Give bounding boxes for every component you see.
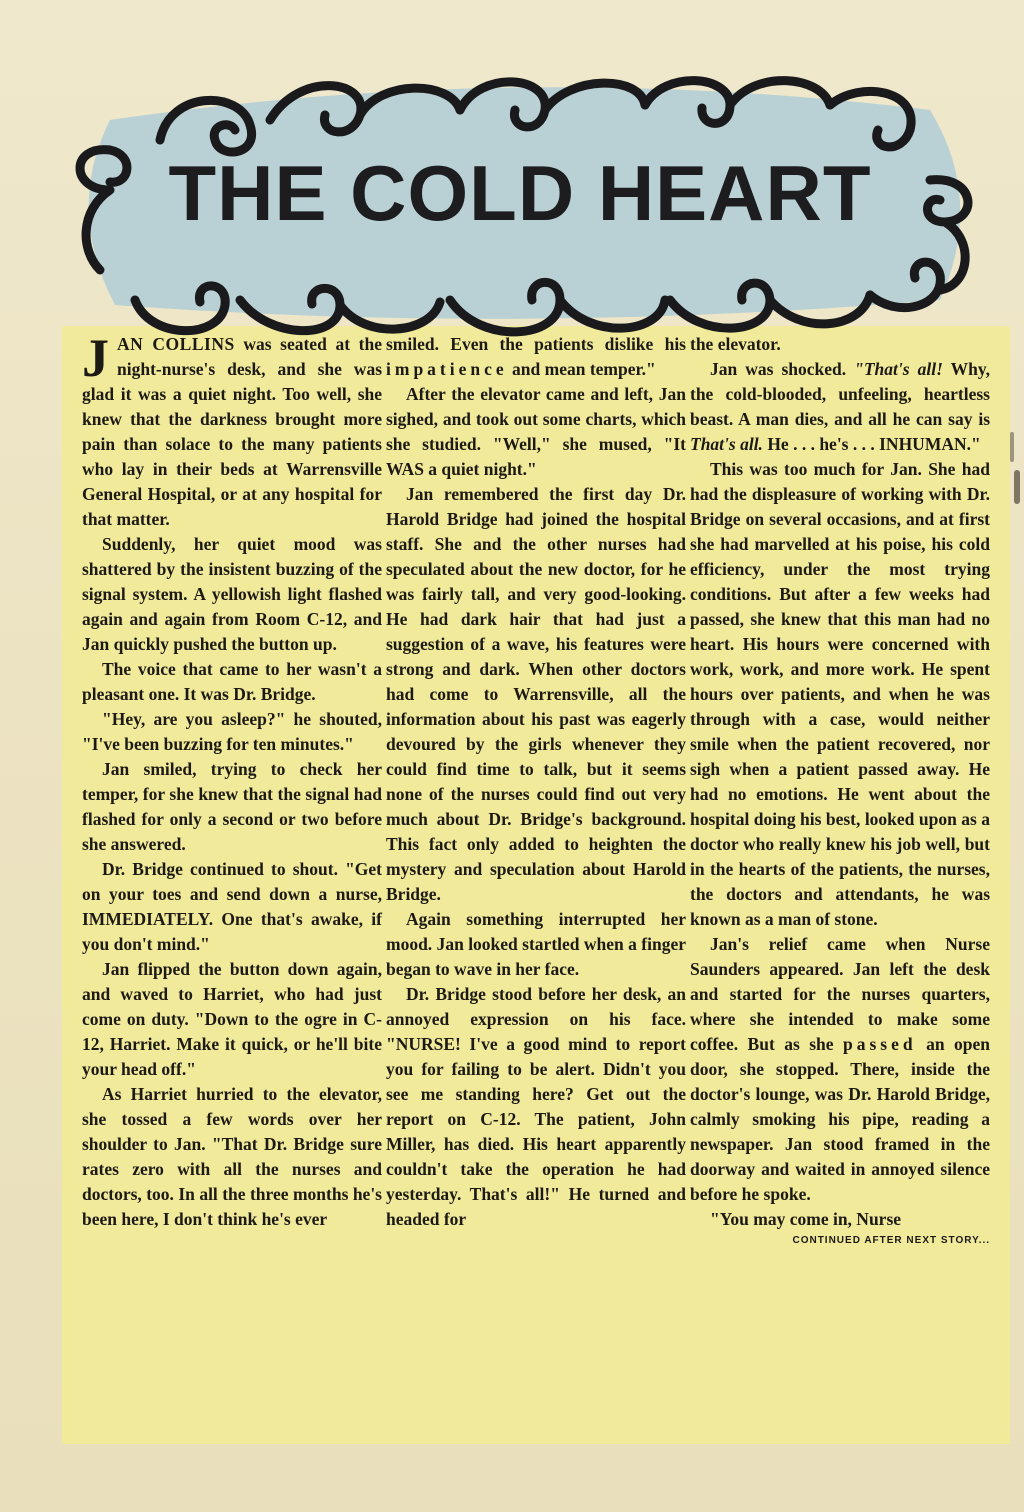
paragraph: Jan flipped the button down again, and waved to Harriet, who had just come on duty. "Down to the ogre in C-12, Harriet. Make it quick, or he'll bite your head off." (82, 959, 382, 1079)
paragraph-text: and mean temper." (507, 359, 656, 379)
spaced-emphasis: passed (843, 1034, 917, 1054)
paragraph-text: was seated at the night-nurse's desk, and she was glad it was a quiet night. Too well, she knew that the darkness brought more pain than solace to the many patients who lay in their beds at Warrensville General Hospital, or at any hospital for that matter. (82, 334, 382, 529)
paragraph-text: He . . . he's . . . INHUMAN." (762, 434, 981, 454)
paragraph: After the elevator came and left, Jan sighed, and took out some charts, which she studied. "Well," she mused, "It WAS a quiet night." (386, 384, 686, 479)
paragraph (82, 328, 382, 532)
paragraph: Jan remembered the first day Dr. Harold Bridge had joined the hospital staff. She and the other nurses had speculated about the new doctor, for he was fairly tall, and very good-looking. He had dark hair that had just a suggestion of a wave, his features were strong and dark. When other doctors had come to Warrensville, all the information about his past was eagerly devoured by the girls whenever they could find time to talk, but it seems none of the nurses could find out very much about Dr. Bridge's background. This fact only added to heighten the mystery and speculation about Harold Bridge. (386, 484, 686, 904)
italic-emphasis: That's all. (690, 434, 763, 454)
paragraph: Dr. Bridge continued to shout. "Get on your toes and send down a nurse, IMMEDIATELY. One that's awake, if you don't mind." (82, 859, 382, 954)
paragraph: As Harriet hurried to the elevator, she tossed a few words over her shoulder to Jan. "That Dr. Bridge sure rates zero with all the nurses and doctors, too. In all the three months he's been here, I don't think he's ever (82, 1084, 382, 1229)
paragraph-text: an open door, she stopped. There, inside the doctor's lounge, was Dr. Harold Bridge, calmly smoking his pipe, reading a newspaper. Jan stood framed in the doorway and waited in annoyed silence before he spoke. (690, 1034, 991, 1204)
text-column-2 (386, 332, 686, 1232)
text-column-1 (82, 328, 382, 1232)
lead-in-caps: AN COLLINS (117, 334, 235, 354)
italic-emphasis: "That's all! (854, 359, 943, 379)
paragraph-text: smiled. Even the patients dislike his (386, 334, 686, 354)
paragraph: Suddenly, her quiet mood was shattered by the insistent buzzing of the signal system. A yellowish light flashed again and again from Room C-12, and Jan quickly pushed the button up. (82, 534, 382, 654)
text-column-3 (690, 332, 990, 1248)
paragraph: Again something interrupted her mood. Jan looked startled when a finger began to wave in her face. (386, 909, 686, 979)
story-title: THE COLD HEART (168, 149, 872, 237)
margin-speck (1014, 470, 1020, 504)
paragraph (690, 932, 990, 1207)
paragraph: "Hey, are you asleep?" he shouted, "I've been buzzing for ten minutes." (82, 709, 382, 754)
drop-cap: J (82, 328, 109, 388)
paragraph (386, 332, 686, 382)
paragraph (690, 357, 990, 457)
paragraph: Dr. Bridge stood before her desk, an annoyed expression on his face. "NURSE! I've a good mind to report you for failing to be alert. Didn't you see me standing here? Get out the report on C-12. The patient, John Miller, has died. His heart apparently couldn't take the operation he had yesterday. That's all!" He turned and headed for (386, 984, 686, 1229)
spaced-emphasis: impatience (386, 359, 508, 379)
title-banner (40, 50, 1000, 350)
paragraph-text: Jan was shocked. (710, 359, 855, 379)
paragraph: This was too much for Jan. She had had the displeasure of working with Dr. Bridge on several occasions, and at first she had marvelled at his poise, his cold efficiency, under the most trying conditions. But after a few weeks had passed, she knew that this man had no heart. His hours were concerned with work, work, and more work. He spent hours over patients, and when he was through with a case, would neither smile when the patient recovered, nor sigh when a patient passed away. He had no emotions. He went about the hospital doing his best, looked upon as a doctor who really knew his job well, but in the hearts of the patients, the nurses, the doctors and attendants, he was known as a man of stone. (690, 459, 990, 929)
paragraph-text: Jan's relief came when Nurse Saunders appeared. Jan left the desk and started for the nurses quarters, where she intended to make some coffee. But as she (690, 934, 990, 1054)
paragraph: the elevator. (690, 334, 781, 354)
paragraph-text: Why, the cold-blooded, unfeeling, heartless beast. A man dies, and all he can say is (690, 359, 990, 429)
continued-note: CONTINUED AFTER NEXT STORY... (792, 1235, 990, 1246)
paragraph: "You may come in, Nurse (710, 1209, 902, 1229)
paragraph: The voice that came to her wasn't a pleasant one. It was Dr. Bridge. (82, 659, 382, 704)
margin-speck (1010, 432, 1014, 462)
paragraph: Jan smiled, trying to check her temper, for she knew that the signal had flashed for only a second or two before she answered. (82, 759, 382, 854)
